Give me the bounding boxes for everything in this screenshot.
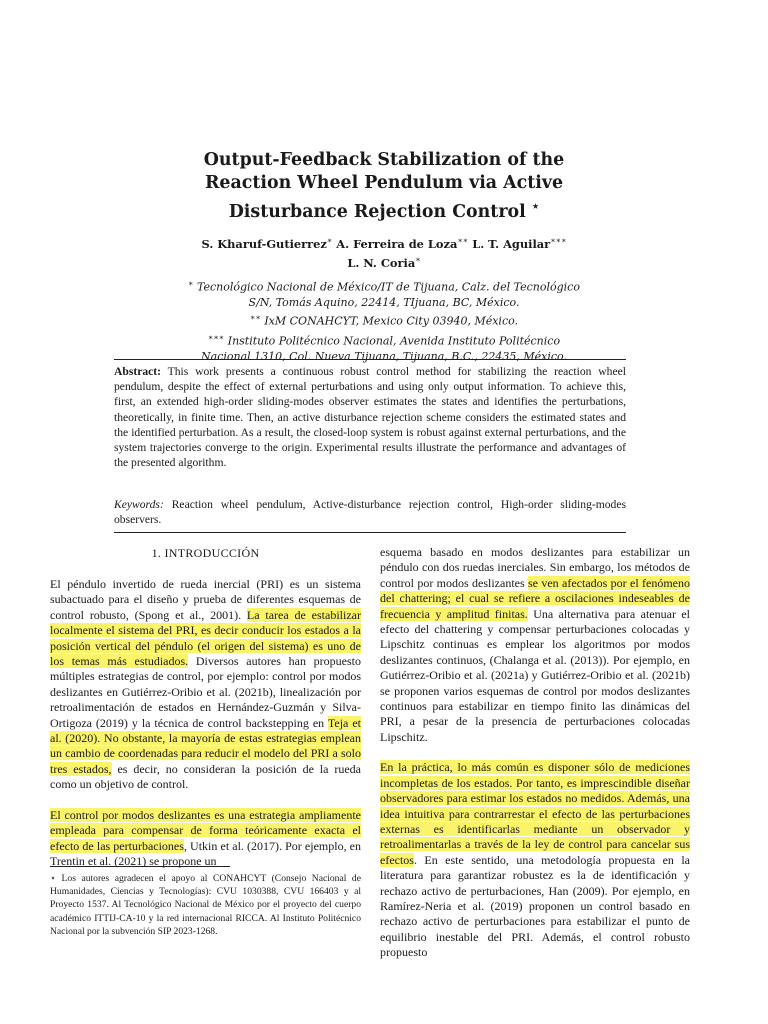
affil-mark: ∗∗ (249, 313, 261, 323)
title-line-1: Output-Feedback Stabilization of the (203, 150, 565, 170)
highlighted-text: En la práctica, lo más común es disponer sólo de mediciones incompletas de los estados. Por tanto, es imprescindible diseñar observadores para estimar los estados no medidos. Además, una idea intuitiva para contrarrestar el efecto de las perturbaciones externas es identificarlas mediante un observador y retroalimentarlas a través de la ley de control para cancelar sus efectos (380, 760, 690, 867)
paper-title (140, 149, 628, 224)
affil-text: Instituto Politécnico Nacional, Avenida Instituto Politécnico (227, 334, 561, 348)
body-text: esquema basado en modos deslizantes para estabilizar un péndulo con dos ruedas inerciales. Sin embargo, los métodos de control por modos deslizantes (380, 545, 690, 590)
footnote-mark: ⋆ (50, 873, 57, 884)
paragraph (380, 760, 690, 960)
title-line-3 (140, 195, 628, 224)
author-affil-mark: ∗∗ (457, 236, 469, 245)
affiliation-line (120, 310, 648, 329)
affil-text: IxM CONAHCYT, Mexico City 03940, México. (264, 315, 519, 329)
keywords (114, 497, 626, 527)
affil-mark: ∗ (188, 279, 194, 288)
footnote-text: Los autores agradecen el apoyo al CONAHCYT (Consejo Nacional de Humanidades, Ciencias y Tecnologías): CVU 1030388, CVU 166403 y al Proyecto 1537. Al Tecnológico Nacional de México por el proyecto del cuerpo académico ITTIJ-CA-10 y la red internacional RICCA. Al Instituto Politécnico Nacional por la subvención SIP 2023-1268. (50, 873, 361, 937)
title-footnote-mark: ⋆ (531, 199, 540, 213)
title-line-3-text: Disturbance Rejection Control (228, 201, 526, 222)
body-text: , Utkin et al. (2017). Por ejemplo, en Trentin et al. (2021) se propone un (50, 838, 361, 868)
author-line-2 (120, 252, 648, 271)
author-name: L. T. Aguilar (472, 236, 551, 251)
body-text: es decir, no consideran la posición de la rueda como un objetivo de control. (50, 761, 361, 792)
body-text: Una alternativa para atenuar el efecto del chattering y compensar perturbaciones colocadas y Lipschitz continuas es emplear los algoritmos por modos deslizantes continuos, (Chalanga et al. (2013)). Por ejemplo, en Gutiérrez-Oribio et al. (2021a) y Gutiérrez-Oribio et al. (2021b) se proponen varios esquemas de control por modos deslizantes continuos para estabilizar en tiempo finito las dinámicas del PRI, a pesar de la presencia de perturbaciones colocadas Lipschitz. (380, 606, 690, 744)
author-line-1 (120, 233, 648, 252)
affiliation-line (120, 276, 648, 295)
author-name: S. Kharuf-Gutierrez (201, 236, 327, 251)
footnote (50, 872, 361, 938)
left-column (50, 577, 361, 869)
body-text: Diversos autores han propuesto múltiples estrategias de control, por ejemplo: control por modos deslizantes en Gutiérrez-Oribio et al. (2021b), linealización por retroalimentación de estados en Hernández-Guzmán y Silva-Ortigoza (2019) y la técnica de control backstepping en (50, 654, 362, 730)
author-name: L. N. Coria (347, 255, 416, 270)
abstract-label: Abstract: (114, 365, 162, 378)
author-list (120, 233, 648, 271)
author-affil-mark: ∗ (326, 236, 333, 245)
author-name: A. Ferreira de Loza (336, 236, 458, 251)
paragraph (50, 577, 361, 793)
keywords-label: Keywords: (114, 498, 164, 511)
highlighted-text: El control por modos deslizantes es una estrategia ampliamente empleada para compensar de forma teóricamente exacta el efecto de las perturbaciones (50, 807, 361, 853)
affil-text: Tecnológico Nacional de México/IT de Tijuana, Calz. del Tecnológico (196, 280, 580, 294)
abstract (114, 364, 626, 470)
highlighted-text: Teja et al. (2020). No obstante, la mayoría de estas estrategias emplean un cambio de coordenadas para reducir el modelo del PRI a solo tres estados, (50, 715, 361, 776)
affiliations (120, 276, 648, 364)
affiliation-line (120, 330, 648, 349)
highlighted-text: La tarea de estabilizar localmente el sistema del PRI, es decir conducir los estados a la posición vertical del péndulo (el origen del sistema) es uno de los temas más estudiados. (50, 607, 361, 669)
footnote-rule (50, 866, 230, 867)
section-heading: 1. INTRODUCCIÓN (151, 546, 260, 560)
body-text: . En este sentido, una metodología propuesta en la literatura para garantizar robustez es la de identificación y rechazo activo de perturbaciones, Han (2009). Por ejemplo, en Ramírez-Neria et al. (2019) proponen un control basado en rechazo activo de perturbaciones para estabilizar el punto de equilibrio inestable del PRI. Además, el control robusto propuesto (380, 852, 690, 960)
affil-mark: ∗∗∗ (207, 332, 225, 342)
abstract-bottom-rule (114, 532, 626, 533)
abstract-text: This work presents a continuous robust control method for stabilizing the reaction wheel pendulum, despite the effect of external perturbations and using only output information. To achieve this, first, an extended high-order sliding-modes observer estimates the states and identifies the perturbations, theoretically, in finite time. Then, an active disturbance rejection scheme considers the estimated states and the identified perturbation. As a result, the closed-loop system is robust against external perturbations, and the system trajectories converge to the origin. Experimental results illustrate the performance and advantages of the presented algorithm. (114, 365, 626, 470)
right-column (380, 545, 690, 961)
paragraph (50, 808, 361, 870)
highlighted-text: se ven afectados por el fenómeno del chattering; el cual se refiere a oscilaciones indeseables de frecuencia y amplitud finitas. (380, 575, 690, 621)
author-affil-mark: ∗∗∗ (550, 236, 567, 245)
title-line-2: Reaction Wheel Pendulum via Active (204, 173, 564, 193)
paragraph (380, 545, 690, 745)
affiliation-line: Nacional 1310, Col. Nueva Tijuana, Tijuana, B.C., 22435, México. (201, 349, 567, 363)
author-affil-mark: ∗ (415, 254, 421, 264)
affiliation-line: S/N, Tomás Aquino, 22414, TIjuana, BC, México. (248, 296, 520, 310)
keywords-text: Reaction wheel pendulum, Active-disturbance rejection control, High-order sliding-modes observers. (114, 498, 626, 527)
body-text: El péndulo invertido de rueda inercial (PRI) es un sistema subactuado para el diseño y prueba de diferentes esquemas de control robusto, (Spong et al., 2001). (50, 577, 361, 622)
abstract-top-rule (114, 359, 626, 360)
